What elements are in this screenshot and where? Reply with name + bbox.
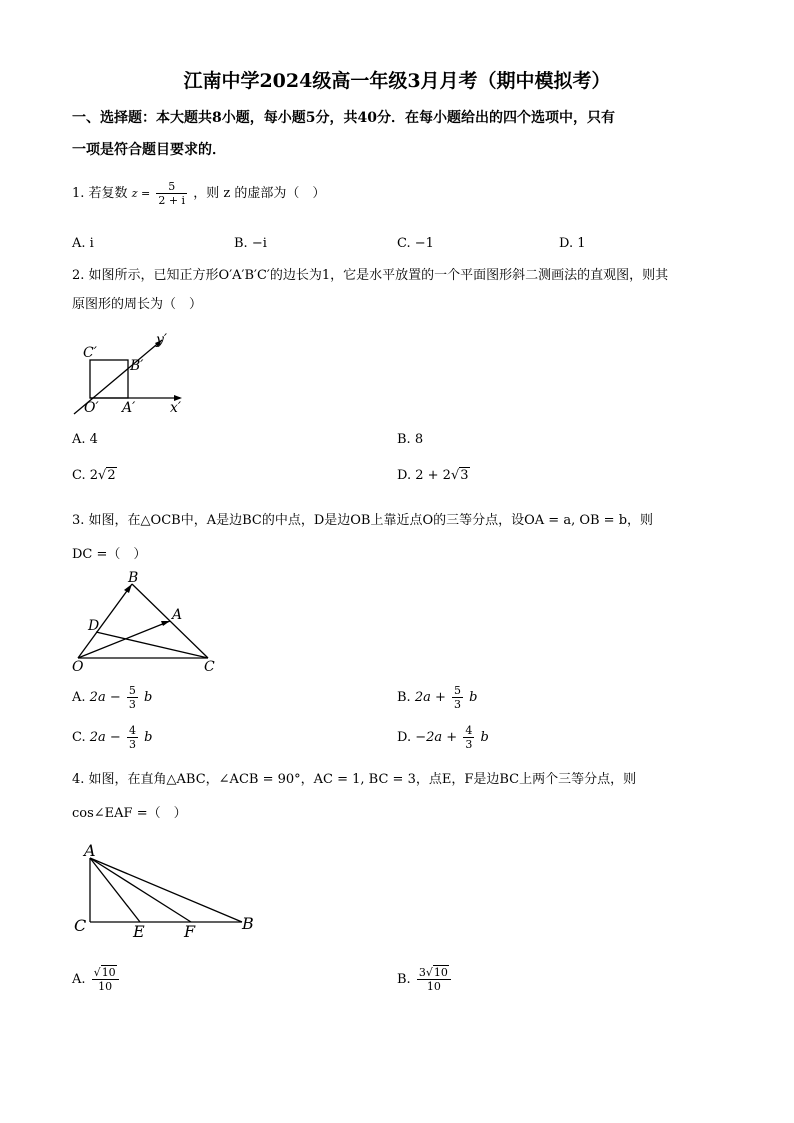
q3-option-a-pre: 2a − — [89, 690, 121, 705]
q4-option-b-label: B. — [397, 972, 411, 987]
q2-option-d-radicand: 3 — [460, 468, 469, 483]
q3-option-a-fraction — [127, 684, 138, 711]
label-a: A — [172, 607, 183, 623]
q4-option-b-coef: 3 — [418, 966, 426, 979]
q4-line1: 4. 如图，在直角△ABC，∠ACB = 90°，AC = 1, BC = 3，点E，F是边BC上两个三等分点，则 — [72, 772, 637, 787]
q4-option-b-fraction — [417, 966, 451, 993]
q2-option-a[interactable]: A. 4 — [72, 432, 98, 447]
label-o: O — [72, 659, 84, 675]
q2-option-c-radicand: 2 — [107, 468, 116, 483]
q3-option-b-fraction — [452, 684, 463, 711]
q3-option-b[interactable] — [397, 684, 477, 711]
q4-option-a-den: 10 — [98, 980, 113, 993]
label-d: D — [88, 618, 100, 634]
q2-option-d-prefix: D. 2 + 2 — [397, 468, 451, 483]
q3-option-d-fraction — [463, 724, 474, 751]
label-x-prime: x′ — [170, 400, 182, 416]
q3-option-b-label: B. — [397, 690, 411, 705]
q3-option-c[interactable] — [72, 724, 152, 751]
section-header-line1: 一、选择题：本大题共8小题，每小题5分，共40分．在每小题给出的四个选项中，只有 — [72, 110, 615, 126]
label-c-prime: C′ — [83, 345, 97, 361]
arrow-oa — [161, 621, 170, 626]
q3-option-c-num: 4 — [128, 724, 136, 737]
segment-af — [90, 858, 191, 922]
label-c: C — [74, 916, 87, 935]
q2-figure — [70, 330, 190, 420]
exam-title: 江南中学2024级高一年级3月月考（期中模拟考） — [183, 70, 611, 92]
q2-line2: 原图形的周长为（ ） — [72, 297, 203, 312]
label-o-prime: O′ — [84, 400, 99, 416]
label-f: F — [184, 922, 196, 940]
q3-line1: 3. 如图，在△OCB中，A是边BC的中点，D是边OB上靠近点O的三等分点，设OA = a, OB = b，则 — [72, 513, 654, 528]
q2-option-c[interactable]: C. 2√2 — [72, 468, 116, 483]
q1-fraction — [156, 180, 187, 207]
q4-option-a-fraction — [92, 966, 119, 993]
label-b: B — [242, 914, 254, 933]
q3-option-a-num: 5 — [128, 684, 136, 697]
q4-option-a[interactable] — [72, 966, 121, 993]
q3-option-b-post: b — [469, 690, 478, 705]
q4-option-a-label: A. — [72, 972, 86, 987]
label-a-prime: A′ — [122, 400, 136, 416]
q1-numerator: 5 — [156, 180, 187, 194]
label-b: B — [128, 570, 139, 586]
q3-option-c-label: C. — [72, 730, 86, 745]
q2-option-b[interactable]: B. 8 — [397, 432, 424, 447]
question-1 — [72, 180, 732, 208]
q1-option-c[interactable]: C. −1 — [397, 236, 434, 251]
q1-option-b[interactable]: B. −i — [234, 236, 267, 251]
side-ab — [90, 858, 242, 922]
q3-option-d-num: 4 — [465, 724, 473, 737]
q3-option-c-den: 3 — [128, 738, 136, 751]
q3-figure — [66, 570, 226, 675]
q3-option-d[interactable] — [397, 724, 489, 751]
section-header-line2: 一项是符合题目要求的． — [72, 142, 226, 158]
q3-option-a-den: 3 — [128, 698, 136, 711]
q3-option-c-post: b — [144, 730, 153, 745]
q4-option-a-num: √10 — [92, 966, 119, 980]
q3-option-d-post: b — [480, 730, 489, 745]
q3-option-c-pre: 2a − — [89, 730, 121, 745]
segment-dc — [96, 632, 208, 658]
q1-option-d[interactable]: D. 1 — [559, 236, 586, 251]
q1-denominator: 2 + i — [158, 194, 186, 207]
q4-option-b-rad: 10 — [433, 966, 448, 979]
label-a: A — [84, 841, 96, 860]
q3-option-c-fraction — [127, 724, 138, 751]
q3-option-a[interactable] — [72, 684, 152, 711]
q4-line2: cos∠EAF =（ ） — [72, 806, 187, 821]
q3-option-a-label: A. — [72, 690, 86, 705]
q4-figure — [70, 838, 270, 940]
q4-option-a-rad: 10 — [101, 966, 116, 979]
q1-option-a[interactable]: A. i — [72, 236, 94, 251]
label-c: C — [204, 659, 215, 675]
square-shape — [90, 360, 128, 398]
label-y-prime: y′ — [156, 332, 168, 348]
q4-option-b-num: 3√10 — [417, 966, 451, 980]
q3-option-d-pre: −2a + — [415, 730, 458, 745]
q3-option-a-post: b — [144, 690, 153, 705]
segment-ae — [90, 858, 140, 922]
label-e: E — [133, 922, 145, 940]
q3-option-b-den: 3 — [454, 698, 462, 711]
q2-option-d[interactable]: D. 2 + 2√3 — [397, 468, 469, 483]
q3-option-d-label: D. — [397, 730, 412, 745]
q4-option-b[interactable] — [397, 966, 453, 993]
q2-option-c-prefix: C. 2 — [72, 468, 99, 483]
q4-option-b-den: 10 — [426, 980, 441, 993]
q3-option-b-num: 5 — [454, 684, 462, 697]
q1-prefix: 1. 若复数 — [72, 186, 128, 201]
q3-line2: DC =（ ） — [72, 547, 147, 562]
q1-z: z = — [131, 187, 151, 200]
q3-option-d-den: 3 — [465, 738, 473, 751]
label-b-prime: B′ — [130, 358, 144, 374]
q2-line1: 2. 如图所示，已知正方形O′A′B′C′的边长为1，它是水平放置的一个平面图形斜二测画法的直观图，则其 — [72, 268, 669, 283]
q1-suffix: ，则 z 的虚部为（ ） — [193, 186, 326, 201]
q3-option-b-pre: 2a + — [414, 690, 446, 705]
